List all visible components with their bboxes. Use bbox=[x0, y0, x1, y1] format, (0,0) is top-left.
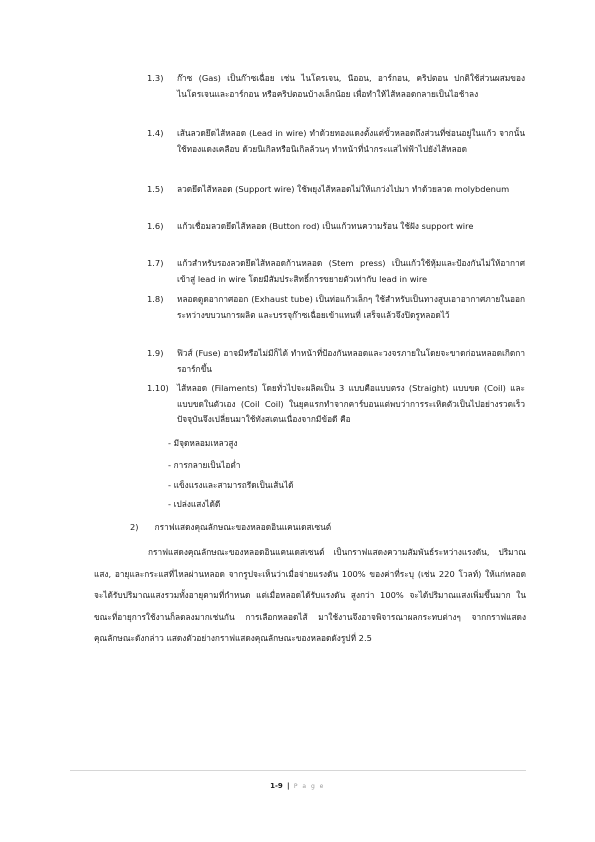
list-item-1-10 bbox=[147, 381, 525, 428]
item-number: 1.4) bbox=[147, 128, 164, 138]
section-number: 2) bbox=[130, 522, 139, 532]
item-number: 1.5) bbox=[147, 184, 164, 194]
page-footer bbox=[0, 781, 595, 792]
section-title: กราฟแสดงคุณลักษณะของหลอดอินแคนเดสเซนต์ bbox=[154, 522, 332, 532]
body-paragraph: กราฟแสดงคุณลักษณะของหลอดอินแคนเดสเซนต์ เป็นกราฟแสดงความสัมพันธ์ระหว่างแรงดัน, ปริมาณแสง, อายุและกระแสที่ไหลผ่านหลอด จากรูปจะเห็นว่าเมื่อจ่ายแรงดัน 100% ของค่าที่ระบุ (เช่น 220 โวลท์) ให้แก่หลอดจะได้รับปริมาณแสงรวมทั้งอายุตามที่กำหนด แต่เมื่อหลอดได้รับแรงดัน สูงกว่า 100% จะได้ปริมาณแสงเพิ่มขึ้นมาก ในขณะที่อายุการใช้งานก็ลดลงมากเช่นกัน การเลือกหลอดไส้ มาใช้งานจึงอาจพิจารณาผลกระทบต่างๆ จากกราฟแสดงคุณลักษณะดังกล่าว แสดงตัวอย่างกราฟแสดงคุณลักษณะของหลอดดังรูปที่ 2.5 bbox=[94, 547, 526, 643]
item-text: แก้วเชื่อมลวดยึดไส้หลอด (Button rod) เป็นแก้วทนความร้อน ใช้ฝัง support wire bbox=[177, 221, 474, 231]
item-number: 1.7) bbox=[147, 258, 164, 268]
item-text: ลวดยึดไส้หลอด (Support wire) ใช้พยุงไส้หลอดไม่ให้แกว่งไปมา ทำด้วยลวด molybdenum bbox=[177, 184, 510, 194]
item-text: ฟิวส์ (Fuse) อาจมีหรือไม่มีก็ได้ ทำหน้าที่ป้องกันหลอดและวงจรภายในโดยจะขาดก่อนหลอดเกิดการอาร์กขึ้น bbox=[177, 348, 525, 374]
item-text: ก๊าซ (Gas) เป็นก๊าซเฉื่อย เช่น ไนโตรเจน, นีออน, อาร์กอน, คริปตอน ปกติใช้ส่วนผสมของไนโตรเจนและอาร์กอน หรือคริปตอนบ้างเล็กน้อย เพื่อทำให้ไส้หลอดกลายเป็นไอช้าลง bbox=[177, 73, 525, 99]
list-item-1-5 bbox=[147, 182, 525, 198]
list-item-1-9 bbox=[147, 346, 525, 377]
footer-divider bbox=[70, 770, 526, 771]
item-text: หลอดดูดอากาศออก (Exhaust tube) เป็นท่อแก้วเล็กๆ ใช้สำหรับเป็นทางสูบเอาอากาศภายในออกระหว่างขบวนการผลิต และบรรจุก๊าซเฉื่อยเข้าแทนที่ เสร็จแล้วจึงปิดรูหลอดไว้ bbox=[177, 294, 525, 320]
footer-separator: | bbox=[287, 782, 290, 790]
item-number: 1.6) bbox=[147, 221, 164, 231]
list-item-1-7 bbox=[147, 256, 525, 287]
bullet-item: - เปล่งแสงได้ดี bbox=[168, 499, 221, 509]
item-number: 1.3) bbox=[147, 73, 164, 83]
item-text: แก้วสำหรับรองลวดยึดไส้หลอดก้านหลอด (Stem press) เป็นแก้วใช้หุ้มและป้องกันไม่ให้อากาศเข้าสู่ lead in wire โดยมีสัมประสิทธิ์การขยายตัวเท่ากับ lead in wire bbox=[177, 258, 525, 284]
item-number: 1.9) bbox=[147, 348, 164, 358]
page-label: P a g e bbox=[293, 783, 325, 790]
item-text: ไส้หลอด (Filaments) โดยทั่วไปจะผลิตเป็น 3 แบบคือแบบตรง (Straight) แบบขด (Coil) และแบบขดในตัวเอง (Coil Coil) ในยุคแรกทำจากคาร์บอนแต่พบว่าการระเหิดตัวเป็นไปอย่างรวดเร็ว ปัจจุบันจึงเปลี่ยนมาใช้ทังสเตนเนื่องจากมีข้อดี คือ bbox=[177, 383, 525, 424]
list-item-1-6 bbox=[147, 219, 525, 235]
bullet-item: - แข็งแรงและสามารถรีดเป็นเส้นได้ bbox=[168, 480, 294, 490]
list-item-1-4 bbox=[147, 126, 525, 157]
list-item-1-3 bbox=[147, 71, 525, 102]
section-heading bbox=[130, 520, 331, 535]
item-number: 1.10) bbox=[147, 383, 169, 393]
item-text: เส้นลวดยึดไส้หลอด (Lead in wire) ทำด้วยทองแดงตั้งแต่ขั้วหลอดถึงส่วนที่ซ่อนอยู่ในแก้ว จากนั้นใช้ทองแดงเคลือบ ด้วยนิเกิลหรือนิเกิลล้วนๆ ทำหน้าที่นำกระแสไฟฟ้าไปยังไส้หลอด bbox=[177, 128, 525, 154]
list-item-1-8 bbox=[147, 292, 525, 323]
bullet-item: - การกลายเป็นไอต่ำ bbox=[168, 460, 241, 470]
bullet-item: - มีจุดหลอมเหลวสูง bbox=[168, 438, 238, 448]
item-number: 1.8) bbox=[147, 294, 164, 304]
page-number: 1-9 bbox=[270, 782, 283, 790]
